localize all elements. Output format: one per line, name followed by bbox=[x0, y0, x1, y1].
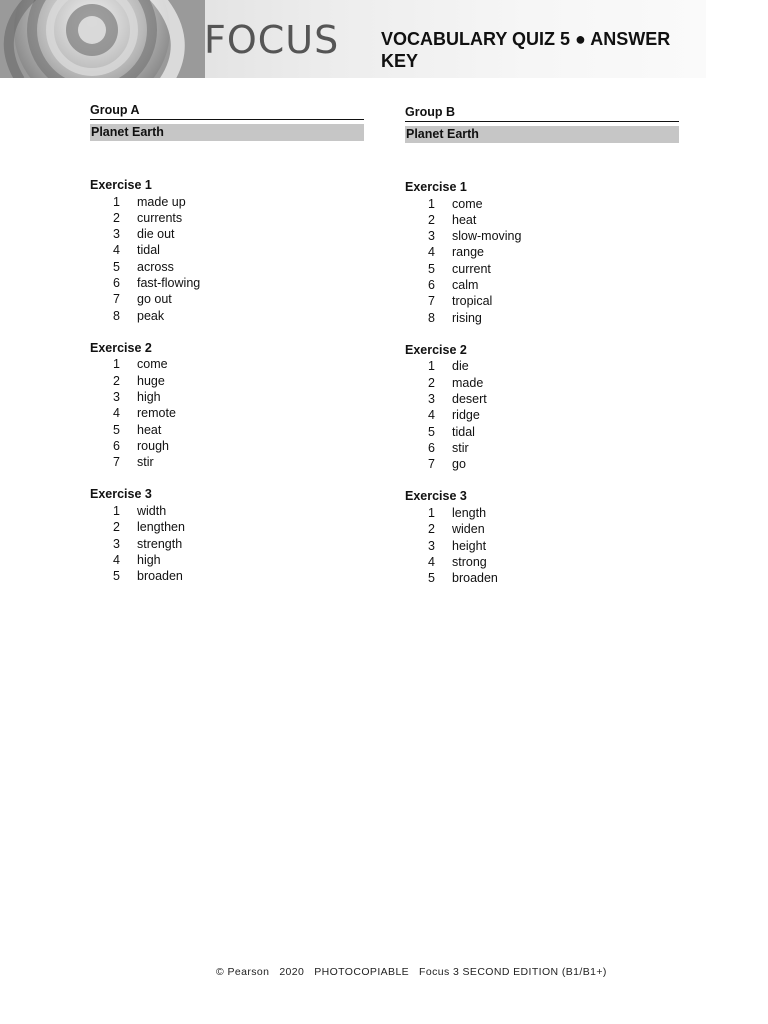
exercise-1 bbox=[90, 177, 364, 324]
item-number: 2 bbox=[428, 522, 435, 537]
answer-text: die out bbox=[137, 227, 175, 242]
item-number: 2 bbox=[428, 375, 435, 390]
item-number: 4 bbox=[428, 554, 435, 569]
item-number: 4 bbox=[113, 243, 120, 258]
brand-wordmark: FOCUS bbox=[204, 18, 340, 62]
page-header bbox=[0, 0, 706, 78]
item-number: 1 bbox=[428, 359, 435, 374]
item-number: 6 bbox=[428, 440, 435, 455]
exercise-title: Exercise 2 bbox=[405, 342, 467, 357]
answer-row bbox=[405, 391, 679, 407]
answer-text: tidal bbox=[137, 243, 160, 258]
answer-text: calm bbox=[452, 277, 479, 292]
answer-text: heat bbox=[137, 422, 162, 437]
group-label: Group A bbox=[90, 103, 140, 117]
group-b-column bbox=[405, 104, 679, 586]
answer-row bbox=[90, 291, 364, 307]
answer-text: tidal bbox=[452, 424, 475, 439]
item-number: 7 bbox=[113, 292, 120, 307]
exercise-2 bbox=[90, 340, 364, 471]
answer-text: heat bbox=[452, 212, 477, 227]
answer-row bbox=[405, 228, 679, 244]
answer-row bbox=[405, 521, 679, 537]
answer-text: widen bbox=[452, 522, 485, 537]
page-footer: © Pearson 2020 PHOTOCOPIABLE Focus 3 SECOND EDITION (B1/B1+) bbox=[216, 966, 607, 978]
exercise-title: Exercise 2 bbox=[90, 340, 152, 355]
group-label: Group B bbox=[405, 105, 455, 119]
answer-list bbox=[90, 356, 364, 470]
item-number: 5 bbox=[113, 422, 120, 437]
answer-row bbox=[405, 456, 679, 472]
item-number: 1 bbox=[113, 503, 120, 518]
answer-row bbox=[405, 440, 679, 456]
answer-text: strong bbox=[452, 554, 487, 569]
item-number: 2 bbox=[113, 210, 120, 225]
answer-text: made bbox=[452, 375, 484, 390]
answer-row bbox=[405, 196, 679, 212]
item-number: 7 bbox=[113, 455, 120, 470]
answer-text: across bbox=[137, 259, 174, 274]
item-number: 5 bbox=[113, 259, 120, 274]
exercise-1 bbox=[405, 179, 679, 326]
answer-row bbox=[90, 503, 364, 519]
answer-row bbox=[405, 505, 679, 521]
item-number: 3 bbox=[113, 389, 120, 404]
answer-row bbox=[90, 552, 364, 568]
answer-text: length bbox=[452, 505, 487, 520]
answer-text: tropical bbox=[452, 294, 493, 309]
focus-logo-graphic bbox=[0, 0, 205, 78]
answer-text: come bbox=[137, 357, 168, 372]
item-number: 7 bbox=[428, 457, 435, 472]
answer-row bbox=[90, 568, 364, 584]
answer-text: currents bbox=[137, 210, 183, 225]
answer-row bbox=[405, 277, 679, 293]
answer-row bbox=[90, 308, 364, 324]
answer-row bbox=[90, 275, 364, 291]
answer-text: go bbox=[452, 457, 466, 472]
answer-text: ridge bbox=[452, 408, 480, 423]
answer-text: remote bbox=[137, 406, 176, 421]
answer-text: range bbox=[452, 245, 484, 260]
answer-text: lengthen bbox=[137, 520, 185, 535]
answer-row bbox=[405, 261, 679, 277]
answer-text: high bbox=[137, 552, 161, 567]
answer-text: width bbox=[137, 503, 167, 518]
item-number: 1 bbox=[113, 194, 120, 209]
answer-row bbox=[90, 405, 364, 421]
answer-text: stir bbox=[452, 440, 469, 455]
answer-row bbox=[90, 226, 364, 242]
answer-text: slow-moving bbox=[452, 229, 522, 244]
answer-row bbox=[90, 454, 364, 470]
answer-row bbox=[405, 407, 679, 423]
item-number: 2 bbox=[113, 373, 120, 388]
answer-list bbox=[405, 505, 679, 586]
exercise-title: Exercise 1 bbox=[405, 180, 467, 194]
answer-row bbox=[90, 438, 364, 454]
item-number: 1 bbox=[428, 505, 435, 520]
answer-list bbox=[90, 503, 364, 584]
answer-row bbox=[90, 422, 364, 438]
item-number: 1 bbox=[428, 196, 435, 211]
answer-list bbox=[405, 358, 679, 472]
item-number: 7 bbox=[428, 294, 435, 309]
item-number: 5 bbox=[113, 569, 120, 584]
answer-row bbox=[405, 570, 679, 586]
item-number: 3 bbox=[113, 227, 120, 242]
answer-text: high bbox=[137, 389, 161, 404]
topic-banner: Planet Earth bbox=[405, 126, 679, 143]
answer-text: height bbox=[452, 538, 487, 553]
item-number: 3 bbox=[428, 229, 435, 244]
item-number: 1 bbox=[113, 357, 120, 372]
item-number: 4 bbox=[428, 245, 435, 260]
item-number: 5 bbox=[428, 261, 435, 276]
exercise-3 bbox=[90, 486, 364, 584]
item-number: 8 bbox=[428, 310, 435, 325]
answer-row bbox=[90, 194, 364, 210]
answer-text: desert bbox=[452, 391, 487, 406]
answer-text: stir bbox=[137, 455, 154, 470]
answer-row bbox=[405, 293, 679, 309]
answer-text: peak bbox=[137, 308, 165, 323]
item-number: 6 bbox=[113, 438, 120, 453]
answer-text: rising bbox=[452, 310, 482, 325]
answer-row bbox=[405, 212, 679, 228]
answer-text: come bbox=[452, 196, 483, 211]
answer-row bbox=[405, 244, 679, 260]
topic-banner: Planet Earth bbox=[90, 124, 364, 141]
exercise-title: Exercise 3 bbox=[405, 489, 467, 504]
item-number: 2 bbox=[113, 520, 120, 535]
answer-text: broaden bbox=[452, 571, 498, 586]
answer-text: strength bbox=[137, 536, 183, 551]
item-number: 4 bbox=[113, 406, 120, 421]
answer-row bbox=[405, 538, 679, 554]
answer-row bbox=[405, 310, 679, 326]
answer-text: made up bbox=[137, 194, 186, 209]
exercise-3 bbox=[405, 488, 679, 586]
answer-row bbox=[90, 210, 364, 226]
answer-row bbox=[405, 554, 679, 570]
item-number: 2 bbox=[428, 212, 435, 227]
answer-text: die bbox=[452, 359, 469, 374]
divider bbox=[90, 119, 364, 120]
answer-text: current bbox=[452, 261, 491, 276]
exercise-title: Exercise 3 bbox=[90, 487, 152, 502]
document-title: VOCABULARY QUIZ 5 ● ANSWER KEY bbox=[381, 29, 671, 71]
item-number: 3 bbox=[428, 538, 435, 553]
answer-text: rough bbox=[137, 438, 169, 453]
exercise-title: Exercise 1 bbox=[90, 178, 152, 192]
answer-text: go out bbox=[137, 292, 172, 307]
answer-row bbox=[90, 389, 364, 405]
answer-row bbox=[90, 356, 364, 372]
answer-list bbox=[90, 194, 364, 324]
answer-row bbox=[90, 242, 364, 258]
answer-row bbox=[90, 519, 364, 535]
answer-row bbox=[405, 375, 679, 391]
answer-row bbox=[90, 536, 364, 552]
item-number: 5 bbox=[428, 571, 435, 586]
answer-list bbox=[405, 196, 679, 326]
item-number: 3 bbox=[113, 536, 120, 551]
answer-text: huge bbox=[137, 373, 165, 388]
answer-row bbox=[90, 373, 364, 389]
item-number: 6 bbox=[428, 277, 435, 292]
answer-row bbox=[405, 358, 679, 374]
item-number: 4 bbox=[428, 408, 435, 423]
answer-text: fast-flowing bbox=[137, 275, 201, 290]
item-number: 5 bbox=[428, 424, 435, 439]
divider bbox=[405, 121, 679, 122]
item-number: 6 bbox=[113, 275, 120, 290]
answer-text: broaden bbox=[137, 569, 183, 584]
item-number: 8 bbox=[113, 308, 120, 323]
item-number: 4 bbox=[113, 552, 120, 567]
answer-row bbox=[90, 259, 364, 275]
exercise-2 bbox=[405, 342, 679, 473]
answer-row bbox=[405, 424, 679, 440]
item-number: 3 bbox=[428, 391, 435, 406]
group-a-column bbox=[90, 102, 364, 584]
